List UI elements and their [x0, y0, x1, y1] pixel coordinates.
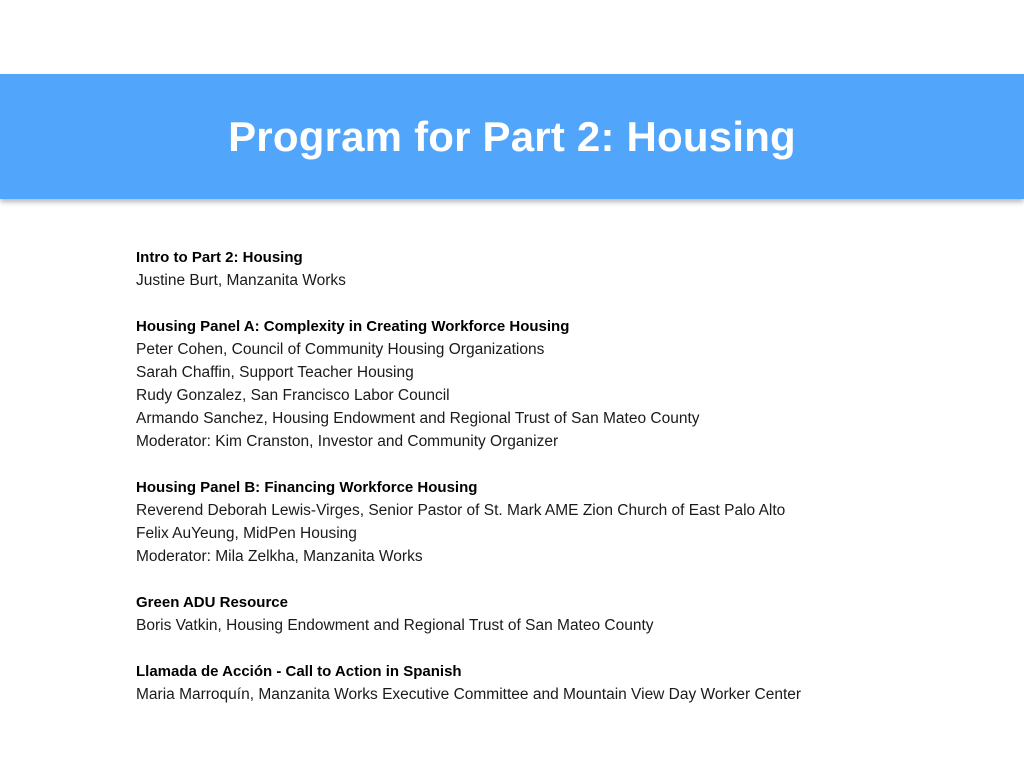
speaker-line: Peter Cohen, Council of Community Housing Organizations	[136, 341, 545, 358]
section-panel-a	[136, 315, 996, 453]
speaker-line: Rudy Gonzalez, San Francisco Labor Council	[136, 387, 450, 404]
title-banner	[0, 74, 1024, 199]
section-panel-b	[136, 476, 996, 568]
speaker-line: Sarah Chaffin, Support Teacher Housing	[136, 364, 414, 381]
section-call-to-action	[136, 660, 996, 706]
section-intro	[136, 246, 996, 292]
section-green-adu	[136, 591, 996, 637]
speaker-line: Justine Burt, Manzanita Works	[136, 272, 346, 289]
speaker-line: Reverend Deborah Lewis-Virges, Senior Pastor of St. Mark AME Zion Church of East Palo Alto	[136, 502, 786, 519]
slide-title: Program for Part 2: Housing	[228, 112, 796, 160]
speaker-line: Felix AuYeung, MidPen Housing	[136, 525, 357, 542]
section-heading: Intro to Part 2: Housing	[136, 249, 303, 266]
speaker-line: Maria Marroquín, Manzanita Works Executive Committee and Mountain View Day Worker Center	[136, 686, 802, 703]
speaker-line: Boris Vatkin, Housing Endowment and Regional Trust of San Mateo County	[136, 617, 654, 634]
section-heading: Llamada de Acción - Call to Action in Spanish	[136, 663, 462, 680]
moderator-line: Moderator: Mila Zelkha, Manzanita Works	[136, 548, 423, 565]
section-heading: Housing Panel B: Financing Workforce Housing	[136, 479, 478, 496]
moderator-line: Moderator: Kim Cranston, Investor and Community Organizer	[136, 433, 559, 450]
section-heading: Housing Panel A: Complexity in Creating Workforce Housing	[136, 318, 570, 335]
section-heading: Green ADU Resource	[136, 594, 288, 611]
program-list	[136, 246, 996, 729]
speaker-line: Armando Sanchez, Housing Endowment and Regional Trust of San Mateo County	[136, 410, 700, 427]
